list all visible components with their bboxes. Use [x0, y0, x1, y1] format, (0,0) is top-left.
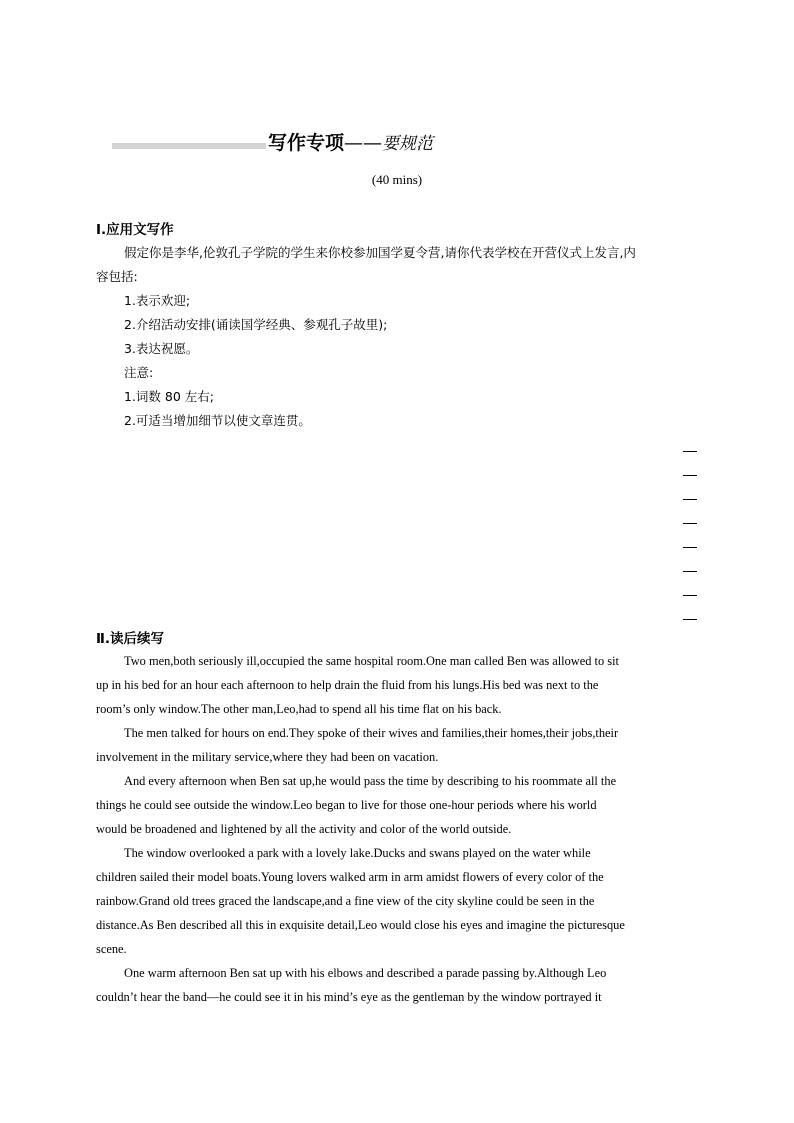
section1-item: 3.表达祝愿。 [124, 341, 199, 356]
passage-line: things he could see outside the window.Leo began to live for those one-hour periods where his world [96, 798, 597, 812]
passage-line: children sailed their model boats.Young lovers walked arm in arm amidst flowers of every color of the [96, 870, 604, 884]
answer-blank-line[interactable] [683, 451, 697, 452]
title-sub: 要规范 [382, 134, 434, 154]
answer-blank-line[interactable] [683, 475, 697, 476]
section1-heading: Ⅰ.应用文写作 [96, 222, 174, 238]
page-title [268, 130, 433, 157]
section1-item: 2.介绍活动安排(诵读国学经典、参观孔子故里); [124, 317, 388, 332]
passage-line: The men talked for hours on end.They spoke of their wives and families,their homes,their jobs,their [124, 726, 619, 740]
passage-line: distance.As Ben described all this in exquisite detail,Leo would close his eyes and imagine the picturesque [96, 918, 625, 932]
section1-note: 2.可适当增加细节以使文章连贯。 [124, 413, 311, 428]
passage-line: And every afternoon when Ben sat up,he would pass the time by describing to his roommate all the [124, 774, 617, 788]
passage-line: up in his bed for an hour each afternoon to help drain the fluid from his lungs.His bed was next to the [96, 678, 599, 692]
passage-line: Two men,both seriously ill,occupied the same hospital room.One man called Ben was allowed to sit [124, 654, 619, 668]
section1-prompt-line: 容包括: [96, 269, 138, 284]
title-main: 写作专项 [268, 132, 345, 154]
section1-prompt-line: 假定你是李华,伦敦孔子学院的学生来你校参加国学夏令营,请你代表学校在开营仪式上发言,内 [124, 245, 636, 260]
passage-line: would be broadened and lightened by all the activity and color of the world outside. [96, 822, 512, 836]
section1-item: 1.表示欢迎; [124, 293, 191, 308]
section1-note: 1.词数 80 左右; [124, 389, 214, 404]
title-decoration-bar [112, 143, 266, 149]
answer-blank-line[interactable] [683, 595, 697, 596]
passage-line: scene. [96, 942, 127, 956]
title-dash: —— [344, 132, 383, 154]
answer-blank-line[interactable] [683, 619, 697, 620]
passage-line: couldn’t hear the band—he could see it in his mind’s eye as the gentleman by the window portrayed it [96, 990, 602, 1004]
passage-line: rainbow.Grand old trees graced the landscape,and a fine view of the city skyline could be seen in the [96, 894, 595, 908]
passage-line: The window overlooked a park with a lovely lake.Ducks and swans played on the water while [124, 846, 591, 860]
time-limit: (40 mins) [371, 172, 423, 187]
answer-blank-line[interactable] [683, 499, 697, 500]
answer-blank-line[interactable] [683, 547, 697, 548]
section2-heading: Ⅱ.读后续写 [96, 631, 165, 647]
section1-note-label: 注意: [124, 365, 154, 380]
passage-line: One warm afternoon Ben sat up with his elbows and described a parade passing by.Although Leo [124, 966, 607, 980]
answer-blank-line[interactable] [683, 571, 697, 572]
passage-line: room’s only window.The other man,Leo,had to spend all his time flat on his back. [96, 702, 502, 716]
answer-blank-line[interactable] [683, 523, 697, 524]
passage-line: involvement in the military service,where they had been on vacation. [96, 750, 439, 764]
